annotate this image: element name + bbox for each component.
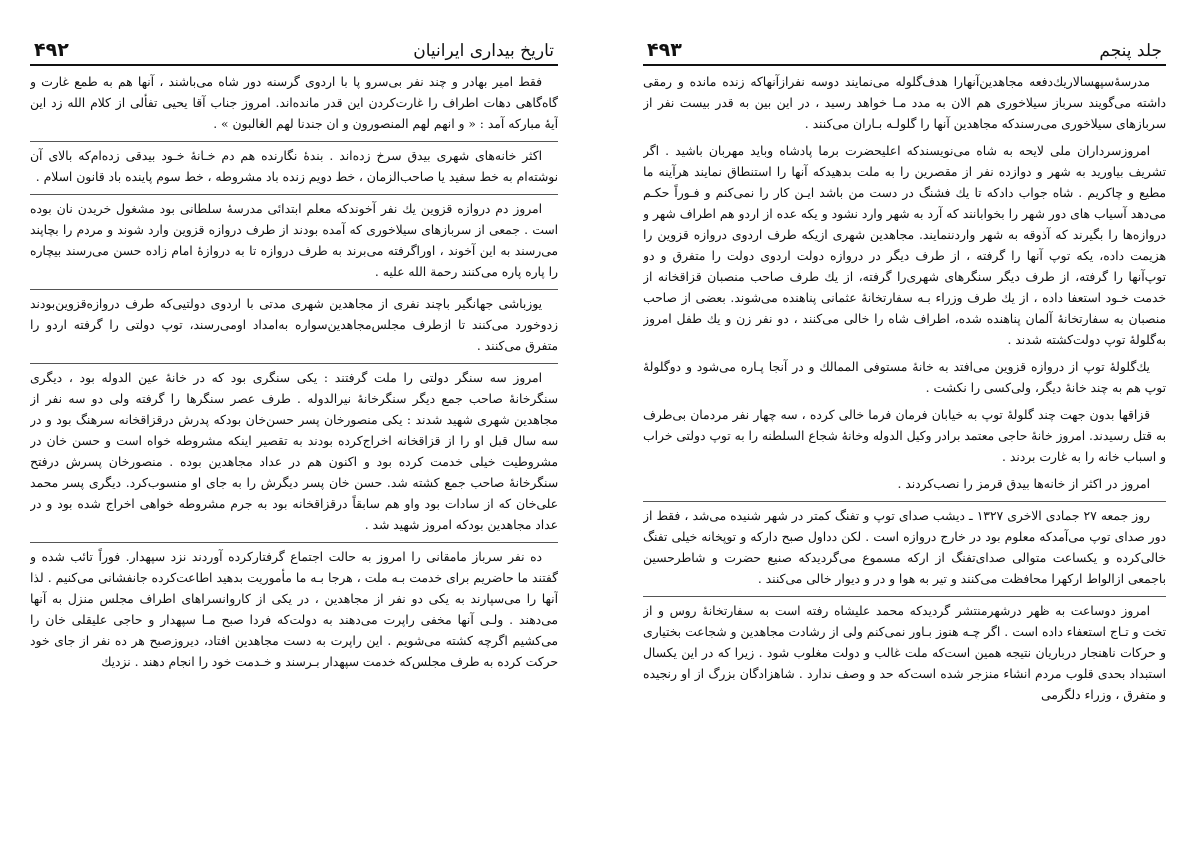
paragraph: یك‌گلولهٔ توپ از دروازه قزوین می‌افتد به خانهٔ مستوفی الممالك و در آنجا پـاره می‌شود و دوگلولهٔ توپ هم به چند خانهٔ دیگر، ولی‌کسی را نکشت . xyxy=(643,360,1166,395)
paragraph: یوزباشی جهانگیر باچند نفری از مجاهدین شهری مدتی با اردوی دولتیی‌که طرف دروازه‌قزوین‌بودند زدوخورد می‌کنند تا ازطرف مجلس‌مجاهدین‌سواره به‌امداد اومی‌رسند، توپ دولتی را گرفته اردو را متفرق می‌کنند . xyxy=(30,289,558,357)
page-number: ۴۹۳ xyxy=(647,39,682,61)
right-page-body xyxy=(643,72,1166,851)
page-gutter xyxy=(578,40,618,840)
paragraph: اکثر خانه‌های شهری بیدق سرخ زده‌اند . بندهٔ نگارنده هم دم خـانهٔ خـود بیدقی زده‌ام‌که بالای آن نوشته‌ام به خط سفید یا صاحب‌الزمان ، خط دویم زنده باد مشروطه ، خط سوم پاینده باد قانون اسلام . xyxy=(30,141,558,188)
paragraph: امروزسرداران ملی لایحه به شاه می‌نویسندکه اعلیحضرت برما پادشاه وباید مهربان باشید . اگر تشریف بیاورید به شهر و دوازده نفر از مقصرین را به ملت بدهیدکه آنها را استنطاق نمایند هرآینه ما مطیع و چاکریم . شاه جواب دادکه تا یك فشنگ در دست من باشد ایـن کار را نمی‌کنم و فـوراً حکـم می‌دهد آسیاب های دور شهر را بخوابانند که آرد به شهر وارد نشود و یکه عده از اردو هم اطراف شهر و دروازه‌ها را بگیرند که آذوقه به شهر واردننمایند. مجاهدین شهری ازیکه طرف اردوی دروازه قزوین را هزیمت داده، یکه توپ آنها را گرفته ، از طرف دیگر در دروازه دولت اردوی دولت را متفرق و دو توپ‌آنها را گرفته، از طرف دیگر سنگرهای شهری‌را گرفته، از یك طرف صاحب منصبان قزاقخانه از خدمت خـود استعفا داده ، از یك طرف وزراء بـه سفارتخانهٔ عثمانی پناهنده می‌شوند. بعضی از صاحب منصبان به سفارتخانهٔ آلمان پناهنده شده، اطراف شاه را خالی می‌کنند ، دو نفر زن و یك طفل امروز به‌گلولهٔ توپ دولت‌کشته شدند . xyxy=(643,144,1166,347)
paragraph: قزاقها بدون جهت چند گلولهٔ توپ به خیابان فرمان فرما خالی کرده ، سه چهار نفر مردمان بی‌طرف به قتل رسیدند. امروز خانهٔ حاجی معتمد برادر وکیل الدوله وخانهٔ شجاع السلطنه را به توپ دولتی خراب و اسباب خانه را به غارت بردند . xyxy=(643,408,1166,464)
paragraph: امروز دوساعت به ظهر درشهرمنتشر گردیدکه محمد علیشاه رفته است به سفارتخانهٔ روس و از تخت و تـاج استعفاء داده است . اگر چـه هنوز بـاور نمی‌کنم ولی از رشادت مجاهدین و شجاعت بختیاری و حرکات ناهنجار درباریان نتیجه همین است‌که ملت غالب و دولت مغلوب شود . زیرا که در این یکسال استبداد بحدی قلوب مردم انشاء منزجر شده است‌که حد و وصف ندارد . شاهزادگان بزرگ از او رنجیده و متفرق ، وزراء دلگرمی xyxy=(643,596,1166,706)
page-number: ۴۹۲ xyxy=(34,39,69,61)
paragraph: روز جمعه ۲۷ جمادی الاخری ۱۳۲۷ ـ دیشب صدای توپ و تفنگ کمتر در شهر شنیده می‌شد ، فقط از دور صدای توپ می‌آمدکه معلوم بود در خارج دروازه است . لکن دداول صبح دارکه و توپخانه خیلی تفنگ خالی‌کرده و یکساعت متوالی صدای‌تفنگ از ارکه مسموع می‌گردیدکه صنیع حضرت و شاطرحسین باجمعی ازالواط ارکهرا محافظت می‌کنند و تیر به هوا و در و دیوار خالی می‌کنند . xyxy=(643,501,1166,590)
volume-title: جلد پنجم xyxy=(1099,41,1162,61)
left-page xyxy=(30,0,558,859)
left-page-body xyxy=(30,72,558,851)
book-title: تاریخ بیداری ایرانیان xyxy=(413,41,554,61)
paragraph: امروز دم دروازه قزوین یك نفر آخوندکه معلم ابتدائی مدرسهٔ سلطانی بود مشغول خریدن نان بوده است . جمعی از سربازهای سیلاخوری که آمده بودند از طرف دروازه قزوین وارد شوند و مردم را بچاپند می‌رسند به این آخوند ، اوراگرفته می‌برند به طرف دروازه تا به دروازهٔ امام زاده حسن می‌رسند بیچاره را پاره پاره می‌کنند رحمة الله علیه . xyxy=(30,194,558,283)
right-page xyxy=(643,0,1166,859)
paragraph: امروز سه سنگر دولتی را ملت گرفتند : یکی سنگری بود که در خانهٔ عین الدوله بود ، دیگری سنگرخانهٔ صاحب جمع دیگر سنگرخانهٔ نیرالدوله . طرف عصر سنگرها را گرفته ولی دو سه نفر از مجاهدین شهری شهید شدند : یکی منصورخان پسر حسن‌خان بودکه پدرش درقزاقخانه سرهنگ بود و در سه سال قبل او را از قزاقخانه اخراج‌کرده بودند به تقصیر اینکه مشروطه خواه است و حسن خان در مشروطیت خیلی خدمت کرده بود و اکنون هم در عداد مجاهدین بوده . منصورخان پسرش درفتح سنگرخانهٔ صاحب جمع کشته شد. حسن خان پسر دیگرش را به جای او منسوب‌کرد. دیگری پسر محمد علی‌خان که از سادات بود واو هم سابقاً درقزاقخانه بود به جرم مشروطه خواهی اخراج شده بود و در عداد مجاهدین بودکه امروز شهید شد . xyxy=(30,363,558,536)
paragraph: امروز در اکثر از خانه‌ها بیدق قرمز را نصب‌کردند . xyxy=(897,477,1150,491)
paragraph: ده نفر سرباز مامقانی را امروز به حالت اجتماع گرفتارکرده آوردند نزد سپهدار. فوراً تائب شده و گفتند ما حاضریم برای خدمت بـه ملت ، هرجا بـه ما مأموریت بدهید اطاعت‌کرده جانفشانی می‌کنیم . لذا آنها را می‌سپارند به یکی دو نفر از مجاهدین ، در یکی از کاروانسراهای اطراف مجلس منزل به آنها می‌دهند . ولـی آنها مخفی راپرت می‌دهند به دولت‌که فردا صبح مـا سپهدار و حاجی علیقلی خان را می‌کشیم اگرچه کشته می‌شویم . این راپرت به دست مجاهدین افتاد، دیروزصبح هر ده نفر از جای خود حرکت کرده به طرف مجلس‌که خدمت سپهدار بـرسند و خـدمت خود را انجام دهند . نزدیك xyxy=(30,542,558,673)
paragraph: مدرسهٔ‌سپهسالاریك‌دفعه مجاهدین‌آنهارا هدف‌گلوله می‌نمایند دوسه نفرازآنهاکه زنده مانده و رمقی داشته می‌گویند سرباز سیلاخوری هم الان به مدد مـا خواهد رسید ، در این بین به قدر بیست نفر از سربازهای سیلاخوری می‌رسندکه مجاهدین آنها را گلولـه بـاران می‌کنند . xyxy=(643,75,1166,131)
paragraph: فقط امیر بهادر و چند نفر بی‌سرو پا با اردوی گرسنه دور شاه می‌باشند ، آنها هم به طمع غارت و گاه‌گاهی دهات اطراف را غارت‌کردن این قدر مانده‌اند. امروز جناب آقا یحیی تفألی از کلام الله زد این آیهٔ مبارکه آمد : « و انهم لهم المنصورون و ان جندنا لهم الغالبون » . xyxy=(30,75,558,131)
right-page-header xyxy=(643,36,1166,66)
left-page-header xyxy=(30,36,558,66)
